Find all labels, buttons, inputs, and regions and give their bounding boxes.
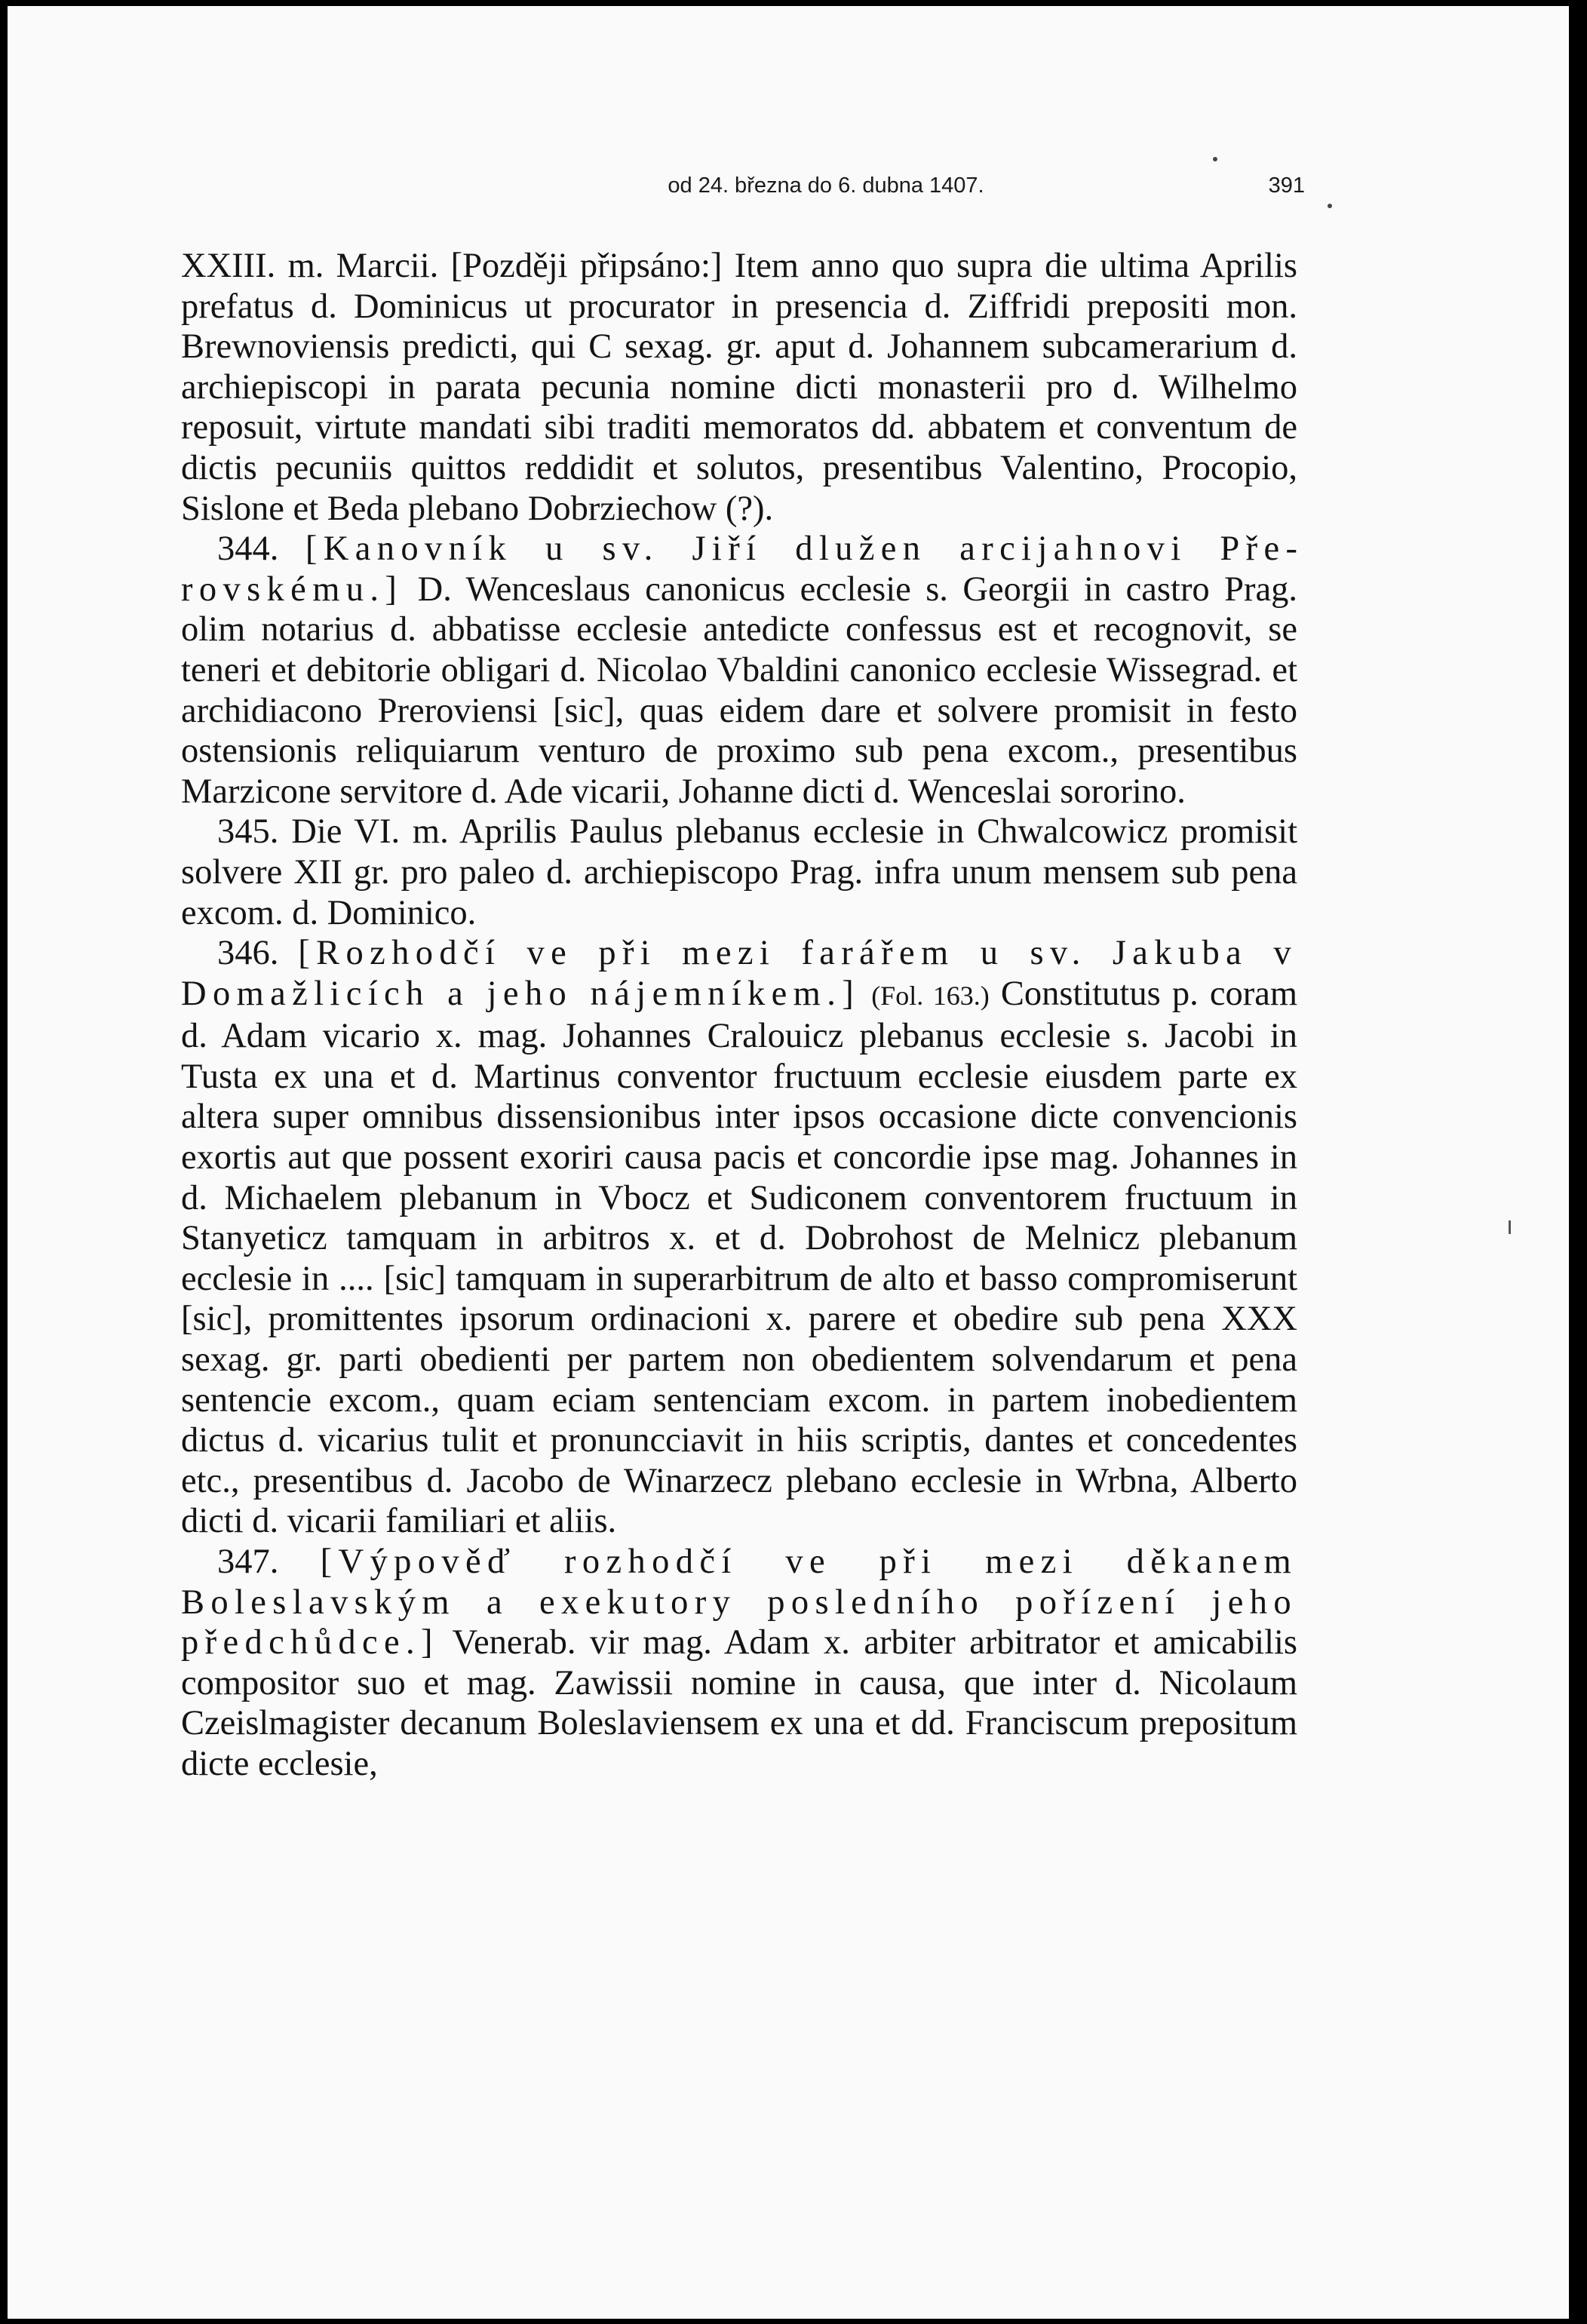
entry-347-text: Venerab. vir mag. Adam x. arbiter arbitrator et amicabilis compositor suo et mag. Zawissii nomine in causa, que inter d. Nicolaum Czeislmagister decanum Boleslaviensem ex una et dd. Franciscum prepositum dicte ecclesie, xyxy=(181,1623,1298,1783)
entry-343-continuation xyxy=(181,246,1297,529)
page-number: 391 xyxy=(1268,173,1305,198)
entry-347-number: 347. xyxy=(217,1543,279,1581)
entry-345-text: Die VI. m. Aprilis Paulus plebanus ecclesie in Chwalcowicz promisit solvere XII gr. pro paleo d. archiepiscopo Prag. infra unum mensem sub pena excom. d. Dominico. xyxy=(181,812,1297,932)
entry-346-heading: [Rozhodčí ve při mezi farářem u sv. Jakuba v Domažlicích a jeho nájemníkem.] xyxy=(181,934,1297,1013)
running-title: od 24. března do 6. dubna 1407. xyxy=(668,173,984,198)
entry-344 xyxy=(181,529,1297,812)
entry-347 xyxy=(181,1542,1297,1785)
print-speck xyxy=(1328,204,1332,208)
entry-344-text: D. Wenceslaus canonicus ecclesie s. Georgii in castro Prag. olim notarius d. abbatisse ecclesie antedicte confessus est et recognovit, se teneri et debitorie obligari d. Nicolao Vbaldini canonico ecclesie Wissegrad. et archidiacono Preroviensi [sic], quas eidem dare et solvere promisit in festo ostensionis reliquiarum venturo de proximo sub pena excom., presentibus Marzicone servitore d. Ade vicarii, Johanne dicti d. Wenceslai sororino. xyxy=(181,569,1297,811)
print-speck xyxy=(1213,157,1217,161)
entry-344-number: 344. xyxy=(217,530,279,569)
entry-347-heading: [Výpověď rozhodčí ve při mezi děkanem Boleslavským a exekutory posledního pořízení jeho předchůdce.] xyxy=(181,1543,1298,1662)
page-header xyxy=(8,173,1569,204)
entry-345-number: 345. xyxy=(217,812,279,852)
entry-346 xyxy=(181,933,1297,1542)
entry-343-text: XXIII. m. Marcii. [Později připsáno:] Item anno quo supra die ultima Aprilis prefatus d. Dominicus ut procurator in presencia d. Ziffridi prepositi mon. Brewnoviensis predicti, qui C sexag. gr. aput d. Johannem subcamerarium d. archiepiscopi in parata pecunia nomine dicti monasterii pro d. Wilhelmo reposuit, virtute mandati sibi traditi memoratos dd. abbatem et conventum de dictis pecuniis quittos reddidit et solutos, presentibus Valentino, Procopio, Sislone et Beda plebano Dobrziechow (?). xyxy=(181,247,1297,528)
entry-346-text: Constitutus p. coram d. Adam vicario x. mag. Johannes Cralouicz plebanus ecclesie s. Jacobi in Tusta ex una et d. Martinus conventor fructuum ecclesie eiusdem parte ex altera super omnibus dissensionibus inter ipsos occasione dicte convencionis exortis aut que possent exoriri causa pacis et concordie ipse mag. Johannes in d. Michaelem plebanum in Vbocz et Sudiconem conventorem fructuum in Stanyeticz tamquam in arbitros x. et d. Dobrohost de Melnicz plebanum ecclesie in .... [sic] tamquam in superarbitrum de alto et basso compromiserunt [sic], promittentes ipsorum ordinacioni x. parere et obedire sub pena XXX sexag. gr. parti obedienti per partem non obedientem solvendarum et pena sentencie excom., quam eciam sentenciam excom. in partem inobedientem dictus d. vicarius tulit et pronuncciavit in hiis scriptis, dantes et concedentes etc., presentibus d. Jacobo de Winarzecz plebano ecclesie in Wrbna, Alberto dicti d. vicarii familiari et aliis. xyxy=(181,974,1297,1541)
entry-344-heading: [Kanovník u sv. Jiří dlužen arcijahnovi Přerovskému.] xyxy=(181,530,1298,609)
margin-mark xyxy=(1509,1220,1511,1234)
entry-346-folio: (Fol. 163.) xyxy=(871,980,990,1011)
scanned-page xyxy=(8,6,1569,2319)
entry-346-number: 346. xyxy=(217,934,279,973)
body-text xyxy=(181,246,1297,1785)
entry-345 xyxy=(181,812,1297,933)
